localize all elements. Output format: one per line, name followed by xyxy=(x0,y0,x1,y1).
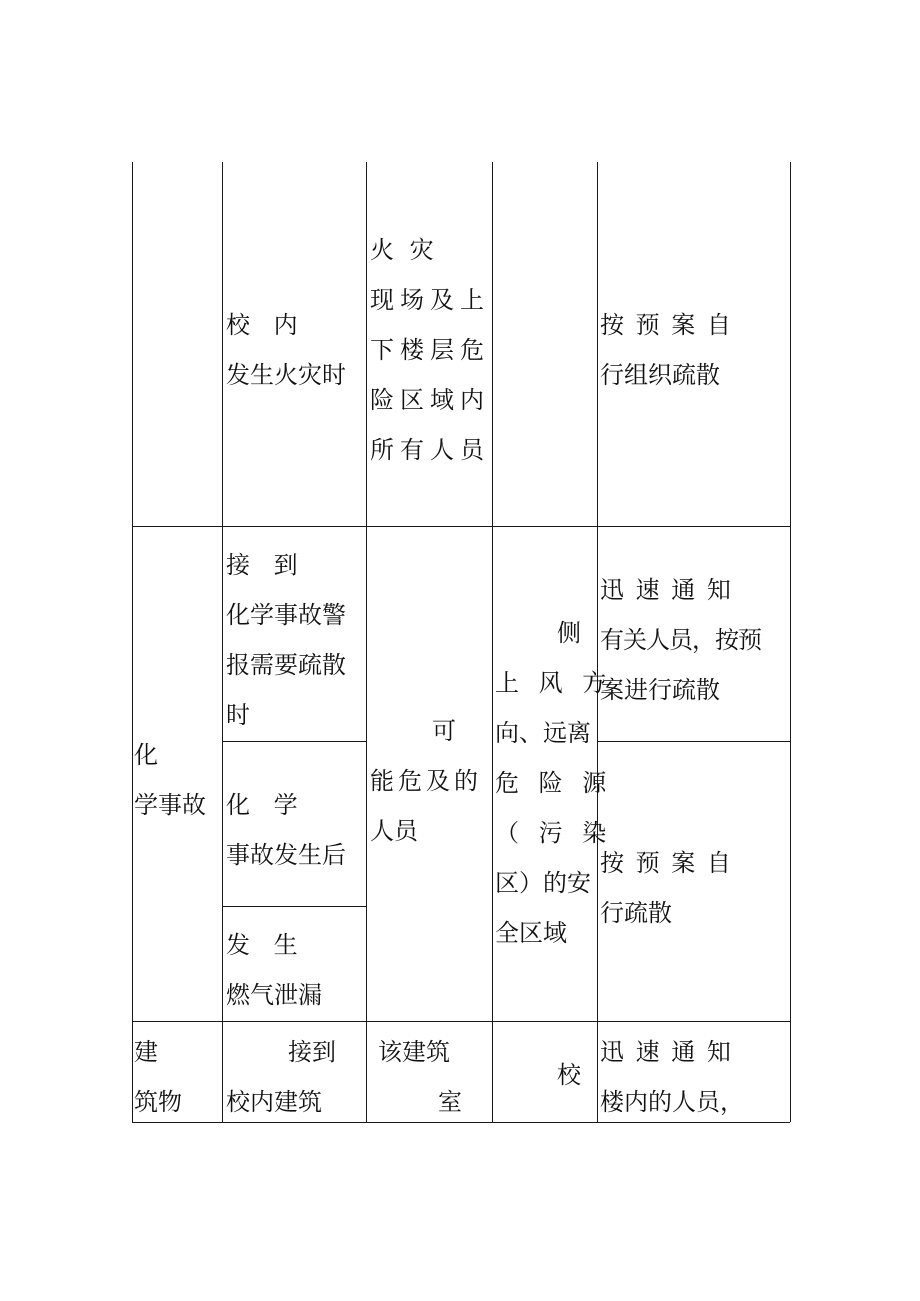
chemical-destination-line-6: 区）的安 xyxy=(495,869,591,897)
chemical-scenario-1-cell xyxy=(226,540,364,740)
fire-measure-line-2: 行组织疏散 xyxy=(600,361,720,389)
chemical-scenario-3-cell xyxy=(226,920,364,1020)
fire-scope-line-3: 下楼层危 xyxy=(370,336,490,364)
table-column-border xyxy=(222,162,223,1122)
table-column-border xyxy=(492,162,493,1122)
chemical-measure-2-line-1: 按 预 案 自 xyxy=(600,849,733,877)
chemical-destination-cell xyxy=(495,608,613,958)
building-scope-cell xyxy=(370,1027,490,1127)
building-scenario-line-2: 校内建筑 xyxy=(226,1088,322,1116)
chemical-scenario-1-line-1: 接 到 xyxy=(226,551,306,579)
building-measure-cell xyxy=(600,1027,788,1127)
chemical-scope-cell xyxy=(370,706,490,856)
chemical-measure-1-line-1: 迅 速 通 知 xyxy=(600,576,733,604)
chemical-scenario-2-line-2: 事故发生后 xyxy=(226,841,346,869)
chemical-category-line-1: 化 xyxy=(134,741,158,769)
building-destination-line-1: 校 xyxy=(557,1061,581,1089)
table-row-border xyxy=(222,906,366,907)
chemical-measure-2-line-2: 行疏散 xyxy=(600,899,672,927)
chemical-destination-line-1: 侧 xyxy=(557,619,581,647)
chemical-scope-line-1: 可 xyxy=(432,717,456,745)
chemical-category-cell xyxy=(134,730,220,830)
chemical-measure-1-line-3: 案进行疏散 xyxy=(600,676,720,704)
building-measure-line-1: 迅 速 通 知 xyxy=(600,1038,733,1066)
chemical-scenario-3-line-2: 燃气泄漏 xyxy=(226,981,322,1009)
chemical-destination-line-5: （ 污 染 xyxy=(495,819,613,847)
chemical-measure-2-cell xyxy=(600,838,788,938)
table-column-border xyxy=(132,162,133,1122)
fire-scope-line-5: 所有人员 xyxy=(370,436,490,464)
chemical-category-line-2: 学事故 xyxy=(134,791,206,819)
chemical-scenario-1-line-2: 化学事故警 xyxy=(226,601,346,629)
table-row-border xyxy=(597,741,790,742)
building-category-line-1: 建 xyxy=(134,1038,158,1066)
chemical-destination-line-4: 危 险 源 xyxy=(495,769,613,797)
building-scenario-cell xyxy=(226,1027,364,1127)
table-row-border xyxy=(222,741,366,742)
fire-scenario-line-1: 校 内 xyxy=(226,311,306,339)
fire-scope-line-1: 火 灾 xyxy=(370,236,438,264)
chemical-scenario-3-line-1: 发 生 xyxy=(226,931,306,959)
table-column-border xyxy=(366,162,367,1122)
chemical-scenario-1-line-3: 报需要疏散 xyxy=(226,651,346,679)
chemical-destination-line-2: 上 风 方 xyxy=(495,669,613,697)
building-category-cell xyxy=(134,1027,220,1127)
chemical-scenario-2-line-1: 化 学 xyxy=(226,791,306,819)
chemical-scenario-1-line-4: 时 xyxy=(226,701,250,729)
chemical-destination-line-7: 全区域 xyxy=(495,919,567,947)
building-scenario-line-1: 接到 xyxy=(288,1038,336,1066)
chemical-scope-line-2: 能危及的 xyxy=(370,767,482,795)
building-scope-line-1: 该建筑 xyxy=(378,1038,450,1066)
building-destination-cell xyxy=(495,1050,595,1100)
chemical-scope-line-3: 人员 xyxy=(370,817,418,845)
fire-scope-cell xyxy=(370,225,490,475)
fire-measure-line-1: 按 预 案 自 xyxy=(600,311,733,339)
table-row-border xyxy=(132,526,790,527)
table-column-border xyxy=(790,162,791,1122)
fire-scenario-line-2: 发生火灾时 xyxy=(226,361,346,389)
fire-scenario-cell xyxy=(226,300,364,400)
fire-measure-cell xyxy=(600,300,788,400)
building-scope-line-2: 室 xyxy=(438,1088,462,1116)
building-category-line-2: 筑物 xyxy=(134,1088,182,1116)
building-measure-line-2: 楼内的人员， xyxy=(600,1088,744,1116)
chemical-destination-line-3: 向、远离 xyxy=(495,719,591,747)
table-column-border xyxy=(597,162,598,1122)
table-row-border xyxy=(132,1021,790,1022)
fire-scope-line-2: 现场及上 xyxy=(370,286,490,314)
chemical-measure-1-cell xyxy=(600,565,788,715)
chemical-scenario-2-cell xyxy=(226,780,364,880)
chemical-measure-1-line-2: 有关人员，按预 xyxy=(600,626,761,654)
fire-scope-line-4: 险区域内 xyxy=(370,386,490,414)
